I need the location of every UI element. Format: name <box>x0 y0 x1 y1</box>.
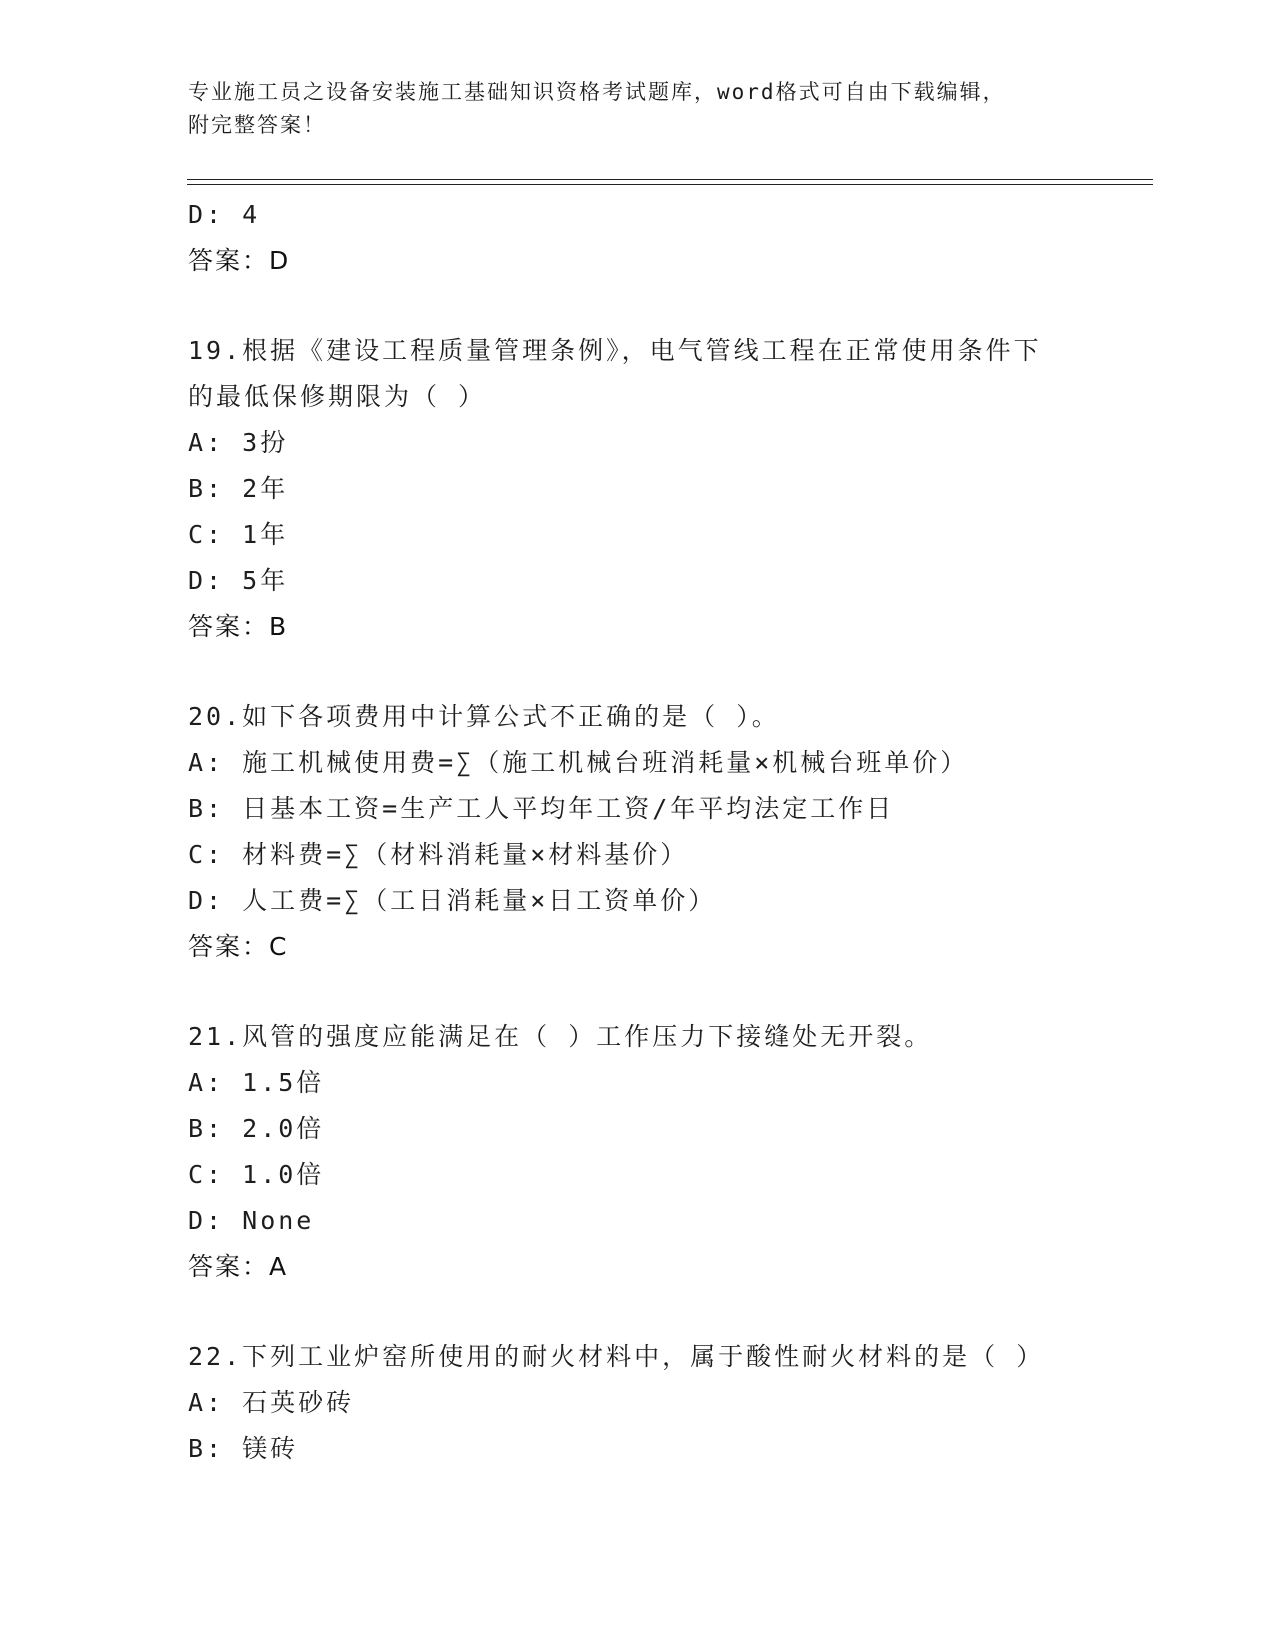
question-stem-continued: 的最低保修期限为（ ） <box>188 382 487 411</box>
answer: 答案：A <box>188 1252 289 1281</box>
option-d: D: None <box>188 1206 315 1235</box>
divider-line-bottom <box>187 184 1153 185</box>
option-b: B: 2年 <box>188 474 289 503</box>
answer: 答案：C <box>188 932 289 961</box>
question-21 <box>188 1014 1148 1290</box>
option-c: C: 1年 <box>188 520 289 549</box>
option-a: A: 施工机械使用费=∑（施工机械台班消耗量×机械台班单价） <box>188 748 969 777</box>
option-b: B: 镁砖 <box>188 1434 299 1463</box>
option-d: D: 人工费=∑（工日消耗量×日工资单价） <box>188 886 717 915</box>
question-stem: 19.根据《建设工程质量管理条例》，电气管线工程在正常使用条件下 <box>188 336 1042 365</box>
answer: 答案：D <box>188 246 291 275</box>
option-b: B: 2.0倍 <box>188 1114 325 1143</box>
question-stem: 20.如下各项费用中计算公式不正确的是（ ）。 <box>188 702 780 731</box>
header-line-2: 附完整答案！ <box>188 113 326 137</box>
option-b: B: 日基本工资=生产工人平均年工资/年平均法定工作日 <box>188 794 895 823</box>
header-divider <box>187 179 1153 185</box>
header-line-1: 专业施工员之设备安装施工基础知识资格考试题库，word格式可自由下载编辑， <box>188 80 1006 104</box>
answer: 答案：B <box>188 612 289 641</box>
page-header <box>188 76 1088 142</box>
divider-line-top <box>187 179 1153 180</box>
option-c: C: 1.0倍 <box>188 1160 325 1189</box>
option-d: D: 4 <box>188 200 261 229</box>
option-c: C: 材料费=∑（材料消耗量×材料基价） <box>188 840 689 869</box>
option-a: A: 3扮 <box>188 428 289 457</box>
question-list <box>188 192 1148 1472</box>
question-22 <box>188 1334 1148 1472</box>
option-a: A: 石英砂砖 <box>188 1388 355 1417</box>
question-19 <box>188 328 1148 650</box>
question-stem: 21.风管的强度应能满足在（ ）工作压力下接缝处无开裂。 <box>188 1022 933 1051</box>
question-18 <box>188 192 1148 284</box>
option-d: D: 5年 <box>188 566 289 595</box>
question-20 <box>188 694 1148 970</box>
question-stem: 22.下列工业炉窑所使用的耐火材料中，属于酸性耐火材料的是（ ） <box>188 1342 1045 1371</box>
option-a: A: 1.5倍 <box>188 1068 325 1097</box>
